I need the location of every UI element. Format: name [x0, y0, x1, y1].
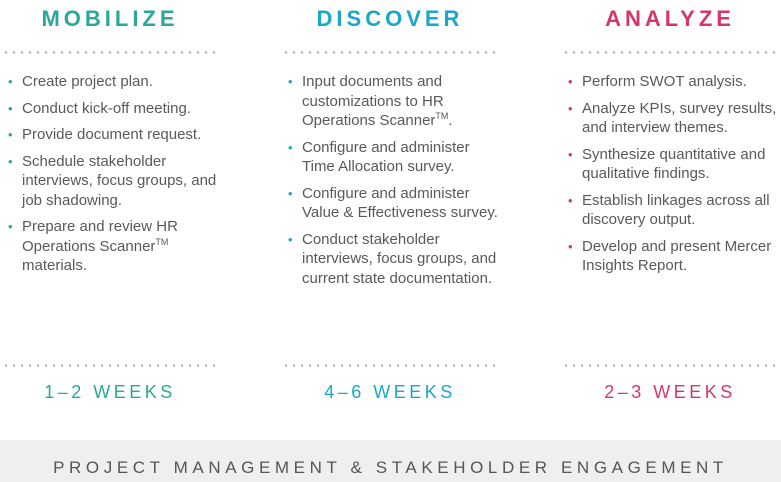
list-item: [0, 125, 222, 145]
list-item: [0, 217, 222, 276]
list-item: [560, 237, 781, 276]
list-item: [560, 191, 781, 230]
trademark-mark: TM: [435, 111, 449, 121]
bullet-icon: •: [8, 127, 13, 142]
dotted-divider: [2, 51, 218, 54]
task-text-suffix: .: [448, 112, 453, 129]
task-text: Input documents and customizations to HR Operations Scanner: [302, 73, 444, 129]
list-item: [0, 152, 222, 211]
task-list: [560, 72, 781, 283]
task-text-suffix: materials.: [22, 257, 88, 274]
task-text: Conduct stakeholder interviews, focus groups, and current state documentation.: [302, 230, 497, 287]
task-text: Create project plan.: [22, 73, 153, 90]
bullet-icon: •: [568, 100, 573, 116]
task-text: Develop and present Mercer Insights Report.: [582, 237, 772, 274]
bullet-icon: •: [8, 219, 13, 234]
task-text: Establish linkages across all discovery output.: [582, 191, 770, 228]
list-item: [560, 99, 781, 138]
bullet-icon: •: [288, 74, 293, 89]
list-item: [560, 145, 781, 184]
task-list: [0, 72, 222, 283]
bullet-icon: •: [8, 153, 13, 169]
phase-title: MOBILIZE: [41, 6, 179, 31]
list-item: [560, 72, 781, 92]
task-text: Configure and administer Value & Effectiveness survey.: [302, 184, 498, 221]
list-item: [280, 72, 502, 131]
dotted-divider: [282, 364, 498, 367]
list-item: [280, 184, 502, 223]
dotted-divider: [2, 364, 218, 367]
bullet-icon: •: [288, 139, 293, 155]
task-text: Configure and administer Time Allocation survey.: [302, 138, 470, 175]
bullet-icon: •: [568, 192, 573, 208]
task-text: Prepare and review HR Operations Scanner: [22, 218, 178, 255]
bullet-icon: •: [568, 74, 573, 89]
bullet-icon: •: [568, 238, 573, 254]
duration-label: 1–2 WEEKS: [44, 382, 176, 402]
dotted-divider: [562, 51, 778, 54]
bullet-icon: •: [288, 231, 293, 247]
task-text: Perform SWOT analysis.: [582, 73, 747, 90]
list-item: [0, 72, 222, 92]
footer-label: PROJECT MANAGEMENT & STAKEHOLDER ENGAGEMENT: [53, 458, 728, 477]
dotted-divider: [282, 51, 498, 54]
bullet-icon: •: [568, 146, 573, 162]
list-item: [0, 99, 222, 119]
phase-title: ANALYZE: [605, 6, 735, 31]
task-text: Analyze KPIs, survey results, and interview themes.: [582, 99, 777, 136]
task-text: Synthesize quantitative and qualitative findings.: [582, 145, 766, 182]
task-text: Conduct kick-off meeting.: [22, 99, 191, 117]
trademark-mark: TM: [155, 236, 169, 247]
list-item: [280, 230, 502, 289]
task-list: [280, 72, 502, 295]
dotted-divider: [562, 364, 778, 367]
bullet-icon: •: [288, 185, 293, 201]
phase-title: DISCOVER: [316, 6, 464, 31]
task-text: Schedule stakeholder interviews, focus groups, and job shadowing.: [22, 152, 217, 209]
duration-label: 2–3 WEEKS: [604, 382, 736, 402]
duration-label: 4–6 WEEKS: [324, 382, 456, 402]
task-text: Provide document request.: [22, 126, 202, 143]
bullet-icon: •: [8, 100, 13, 116]
bullet-icon: •: [8, 74, 13, 89]
list-item: [280, 138, 502, 177]
footer-band: [0, 440, 781, 482]
